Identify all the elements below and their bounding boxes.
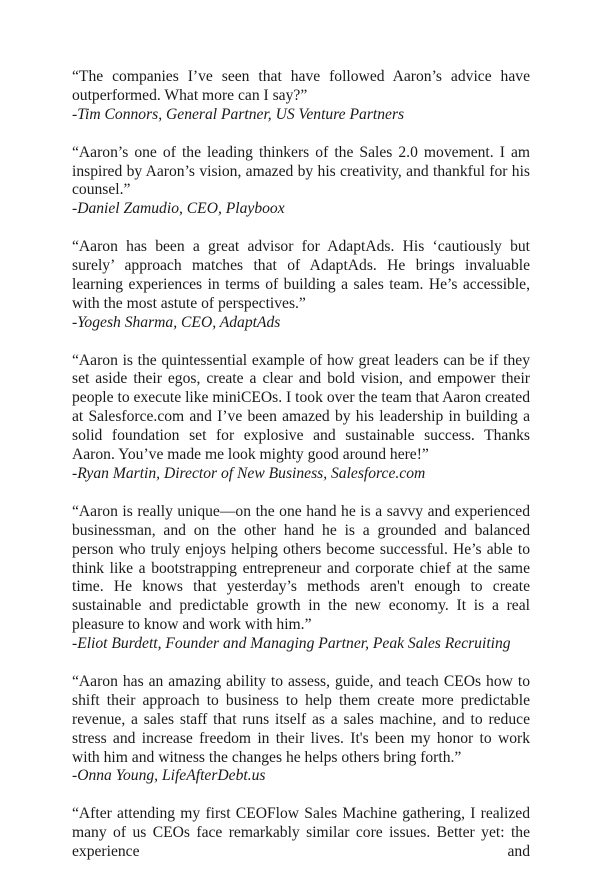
testimonial-daniel-zamudio (72, 144, 530, 220)
testimonial-attribution: -Tim Connors, General Partner, US Venture Partners (72, 105, 405, 123)
testimonial-ceoflow-partial (72, 805, 530, 862)
testimonial-ryan-martin (72, 352, 530, 484)
testimonial-attribution: -Onna Young, LifeAfterDebt.us (72, 767, 266, 785)
testimonial-quote: “Aaron is really unique—on the one hand he is a savvy and experienced businessman, and on the other hand he is a grounded and balanced person who truly enjoys helping others become successful. He’s able to think like a bootstrapping entrepreneur and corporate chief at the same time. He knows that yesterday’s methods aren't enough to create sustainable and predictable growth in the new economy. It is a real pleasure to know and work with him.” (72, 502, 530, 634)
testimonial-tim-connors (72, 68, 530, 125)
testimonial-quote: “Aaron is the quintessential example of how great leaders can be if they set aside their egos, create a clear and bold vision, and empower their people to execute like miniCEOs. I took over the team that Aaron created at Salesforce.com and I’ve been amazed by his leadership in building a solid foundation set for explosive and sustainable success. Thanks Aaron. You’ve made me look mighty good around here!” (72, 351, 530, 464)
testimonial-attribution: -Daniel Zamudio, CEO, Playboox (72, 200, 285, 218)
testimonials-page (72, 68, 530, 881)
testimonial-quote: “After attending my first CEOFlow Sales Machine gathering, I realized many of us CEOs face remarkably similar core issues. Better yet: the experience and (72, 805, 530, 861)
testimonial-attribution: -Yogesh Sharma, CEO, AdaptAds (72, 313, 281, 331)
testimonial-attribution: -Ryan Martin, Director of New Business, Salesforce.com (72, 464, 426, 482)
testimonial-attribution: -Eliot Burdett, Founder and Managing Partner, Peak Sales Recruiting (72, 635, 511, 653)
testimonial-quote: “Aaron has an amazing ability to assess, guide, and teach CEOs how to shift their approach to business to help them create more predictable revenue, a sales staff that runs itself as a sales machine, and to reduce stress and increase freedom in their lives. It's been my honor to work with him and witness the changes he helps others bring forth.” (72, 672, 530, 766)
testimonial-quote: “The companies I’ve seen that have followed Aaron’s advice have outperformed. What more can I say?” (72, 68, 530, 104)
testimonial-quote: “Aaron’s one of the leading thinkers of the Sales 2.0 movement. I am inspired by Aaron’s vision, amazed by his creativity, and thankful for his counsel.” (72, 143, 530, 199)
testimonial-onna-young (72, 673, 530, 786)
testimonial-quote: “Aaron has been a great advisor for AdaptAds. His ‘cautiously but surely’ approach matches that of AdaptAds. He brings invaluable learning experiences in terms of building a sales team. He’s accessible, with the most astute of perspectives.” (72, 238, 530, 312)
testimonial-eliot-burdett (72, 503, 530, 654)
testimonial-yogesh-sharma (72, 238, 530, 333)
